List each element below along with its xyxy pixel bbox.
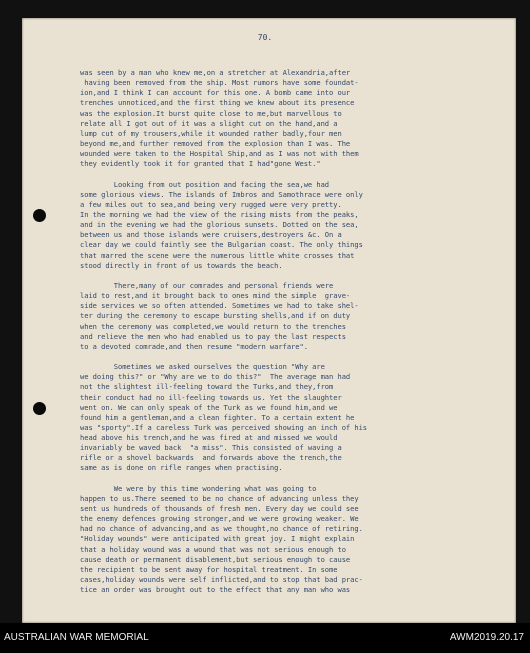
text-line: was "sporty".If a careless Turk was perceived showing an inch of his	[80, 422, 368, 432]
footer-institution: AUSTRALIAN WAR MEMORIAL	[4, 632, 149, 643]
text-line: when the ceremony was completed,we would return to the trenches	[80, 321, 346, 331]
text-line: cause death or permanent disablement,but serious enough to cause	[80, 554, 351, 564]
text-line: was seen by a man who knew me,on a stretcher at Alexandria,after	[80, 68, 351, 77]
punch-hole-bottom	[33, 402, 46, 415]
text-line: lump cut of my trousers,while it wounded rather badly,four men	[80, 128, 342, 138]
text-line: "Holiday wounds" were anticipated with great joy. I might explain	[80, 534, 355, 544]
paragraph-gap	[80, 474, 500, 484]
text-line: invariably be waved back "a miss". This consisted of waving a	[80, 443, 342, 453]
typed-text-body	[80, 68, 500, 595]
text-line: There,many of our comrades and personal friends were	[80, 280, 334, 290]
text-line: ter during the ceremony to escape bursting shells,and if on duty	[80, 311, 351, 321]
paragraph-gap	[80, 271, 500, 281]
text-line: cases,holiday wounds were self inflicted,and to stop that bad prac-	[80, 575, 363, 585]
text-line: that marred the scene were the numerous little white crosses that	[80, 250, 355, 260]
text-line: that a holiday wound was a wound that was not serious enough to	[80, 544, 346, 554]
text-line: happen to us.There seemed to be no chance of advancing unless they	[80, 493, 359, 503]
page-number: 70.	[257, 33, 273, 42]
text-line: and relieve the men who had enabled us to pay the last respects	[80, 331, 346, 341]
paragraph-gap	[80, 169, 500, 179]
text-line: not the slightest ill-feeling toward the Turks,and they,from	[80, 382, 334, 392]
text-line: Looking from out position and facing the sea,we had	[80, 179, 330, 189]
text-line: tice an order was brought out to the effect that any man who was	[80, 585, 351, 595]
archive-footer	[0, 623, 530, 653]
text-line: they evidently took it for granted that I had"gone West."	[80, 159, 321, 169]
text-line: sent us hundreds of thousands of fresh men. Every day we could see	[80, 504, 359, 514]
text-line: beyond me,and further removed from the explosion than I was. The	[80, 138, 351, 148]
text-line: same as is done on rifle ranges when practising.	[80, 463, 283, 473]
text-line: stood directly in front of us towards the beach.	[80, 260, 283, 270]
text-line: side services we so often attended. Sometimes we had to take shel-	[80, 301, 359, 311]
text-line: and in the evening we had the glorious sunsets. Dotted on the sea,	[80, 220, 359, 230]
text-line: had no chance of advancing,and as we thought,no chance of retiring.	[80, 524, 363, 534]
text-line: to a devoted comrade,and then resume "modern warfare".	[80, 341, 308, 351]
text-line: We were by this time wondering what was going to	[80, 483, 317, 493]
text-line: Sometimes we asked ourselves the question "Why are	[80, 362, 325, 372]
text-line: between us and those islands were cruisers,destroyers &c. On a	[80, 230, 342, 240]
text-line: clear day we could faintly see the Bulgarian coast. The only things	[80, 240, 363, 250]
text-line: laid to rest,and it brought back to ones mind the simple grave-	[80, 291, 351, 301]
text-line: we doing this?" or "Why are we to do this?" The average man had	[80, 372, 351, 382]
text-line: went on. We can only speak of the Turk as we found him,and we	[80, 402, 338, 412]
text-line: head above his trench,and he was fired at and missed we would	[80, 433, 338, 443]
text-line: having been removed from the ship. Most rumors have some foundat-	[80, 78, 359, 88]
text-line: some glorious views. The islands of Imbros and Samothrace were only	[80, 189, 363, 199]
text-line: ion,and I think I can account for this one. A bomb came into our	[80, 88, 351, 98]
text-line: a few miles out to sea,and being very rugged were very pretty.	[80, 199, 342, 209]
text-line: In the morning we had the view of the rising mists from the peaks,	[80, 209, 359, 219]
text-line: their conduct had no ill-feeling towards us. Yet the slaughter	[80, 392, 342, 402]
text-line: wounded were taken to the Hospital Ship,and as I was not with them	[80, 149, 359, 159]
text-line: the enemy defences growing stronger,and we were growing weaker. We	[80, 514, 359, 524]
punch-hole-top	[33, 209, 46, 222]
text-line: found him a gentleman,and a clean fighter. To a certain extent he	[80, 412, 355, 422]
text-line: was the explosion.It burst quite close to me,but marvellous to	[80, 108, 342, 118]
text-line: relate all I got out of it was a slight cut on the hand,and a	[80, 118, 338, 128]
paragraph-gap	[80, 352, 500, 362]
text-line: trenches unnoticed,and the first thing we knew about its presence	[80, 98, 355, 108]
text-line: rifle or a shovel backwards and forwards above the trench,the	[80, 453, 342, 463]
footer-catalog-id: AWM2019.20.17	[449, 632, 524, 643]
text-line: the recipient to be sent away for hospital treatment. In some	[80, 564, 338, 574]
